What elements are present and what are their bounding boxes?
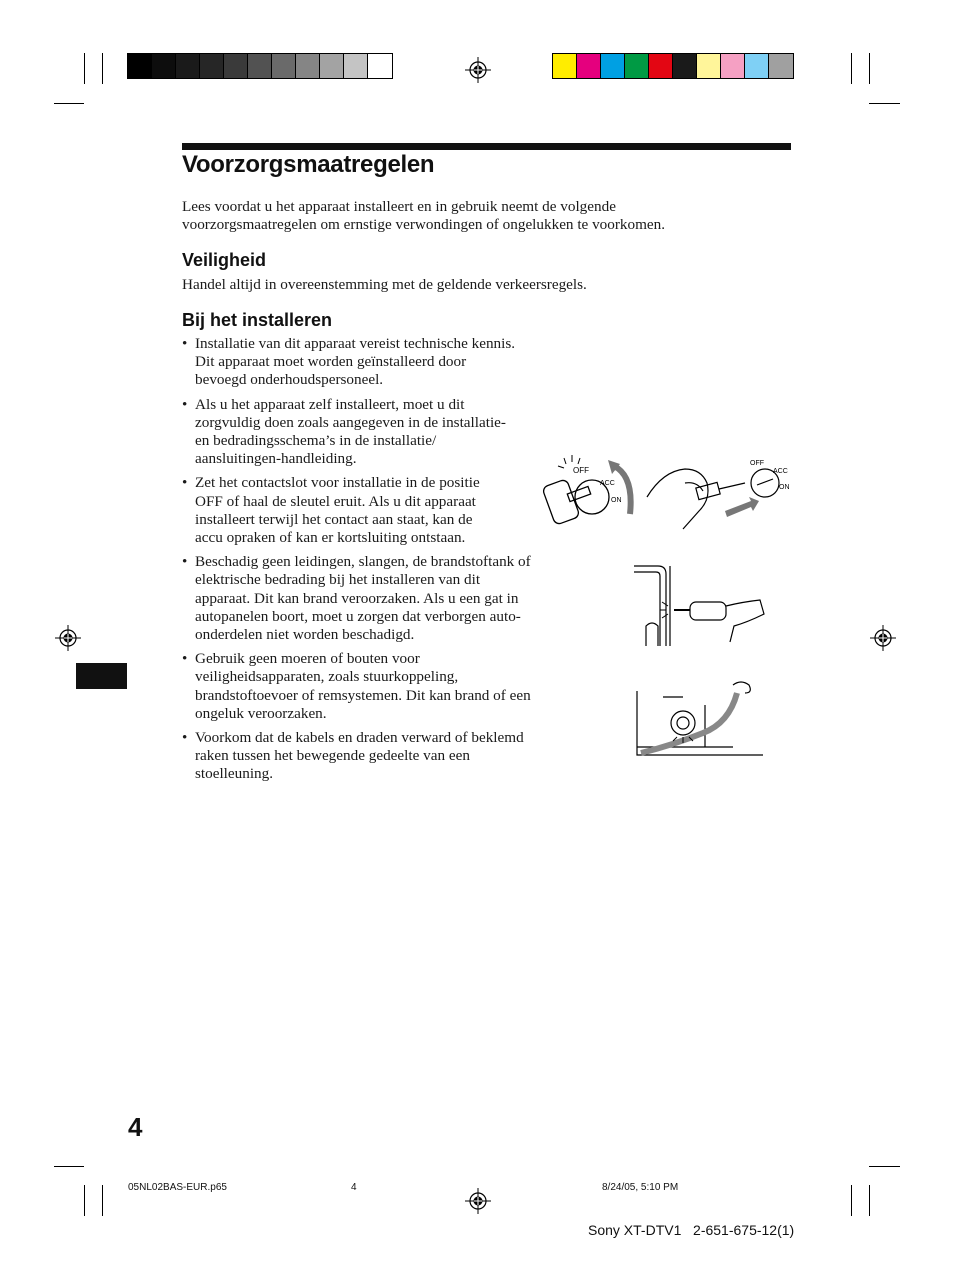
bullet-symbol: • xyxy=(182,335,188,352)
footer-datetime: 8/24/05, 5:10 PM xyxy=(602,1182,679,1193)
title-rule xyxy=(182,143,791,150)
acc-label: ACC xyxy=(600,480,615,487)
bullet-symbol: • xyxy=(182,729,188,747)
color-swatch xyxy=(553,54,577,78)
color-swatch xyxy=(176,54,200,78)
grayscale-bar xyxy=(127,53,393,79)
bolt-cable-illustration xyxy=(633,675,763,760)
page-number: 4 xyxy=(128,1112,143,1142)
install-bullet-item xyxy=(182,553,602,644)
color-swatch xyxy=(697,54,721,78)
color-swatch xyxy=(649,54,673,78)
bullet-line: OFF of haal de sleutel eruit. Als u dit apparaat xyxy=(195,492,476,510)
bullet-line: aansluitingen-handleiding. xyxy=(195,450,357,468)
bullet-line: accu opraken of kan er kortsluiting ontstaan. xyxy=(195,529,466,547)
key-removal-illustration xyxy=(645,455,795,535)
bullet-symbol: • xyxy=(182,395,188,413)
bullet-line: Installatie van dit apparaat vereist technische kennis. xyxy=(195,335,516,352)
on-label: ON xyxy=(611,497,622,504)
registration-mark-icon xyxy=(465,57,491,83)
color-swatch xyxy=(152,54,176,78)
bullet-line: bevoegd onderhoudspersoneel. xyxy=(195,371,384,389)
footer-product-code: Sony XT-DTV1 2-651-675-12(1) xyxy=(588,1222,795,1238)
bullet-line: installeert terwijl het contact aan staat, kan de xyxy=(195,510,473,528)
bullet-line: ongeluk veroorzaken. xyxy=(195,704,327,722)
bullet-line: en bedradingsschema’s in de installatie/ xyxy=(195,432,437,450)
section-heading-install: Bij het installeren xyxy=(182,310,333,330)
bullet-line: Voorkom dat de kabels en draden verward of beklemd xyxy=(195,729,524,747)
color-swatch xyxy=(200,54,224,78)
bullet-line: autopanelen boort, moet u zorgen dat verborgen auto- xyxy=(195,607,521,625)
install-bullet-item xyxy=(182,729,602,784)
footer-page: 4 xyxy=(351,1182,357,1193)
bullet-symbol: • xyxy=(182,650,188,668)
off-label: OFF xyxy=(573,466,589,475)
bullet-symbol: • xyxy=(182,553,188,571)
color-swatch xyxy=(745,54,769,78)
color-swatch xyxy=(577,54,601,78)
drilling-illustration xyxy=(630,562,770,647)
bullet-line: stoelleuning. xyxy=(195,765,274,783)
color-swatch xyxy=(601,54,625,78)
registration-mark-icon xyxy=(465,1188,491,1214)
color-swatch xyxy=(296,54,320,78)
color-bar xyxy=(552,53,794,79)
color-swatch xyxy=(673,54,697,78)
color-swatch xyxy=(721,54,745,78)
acc-label-small: ACC xyxy=(773,468,788,475)
bullet-line: zorgvuldig doen zoals aangegeven in de installatie- xyxy=(195,413,506,431)
safety-text: Handel altijd in overeenstemming met de geldende verkeersregels. xyxy=(182,276,587,293)
off-label-small: OFF xyxy=(750,460,764,467)
bullet-line: onderdelen niet worden beschadigd. xyxy=(195,626,415,644)
registration-mark-icon xyxy=(55,625,81,651)
registration-mark-icon xyxy=(870,625,896,651)
install-bullet-item xyxy=(182,396,602,469)
bullet-symbol: • xyxy=(182,474,188,492)
bullet-line: elektrische bedrading bij het installeren van dit xyxy=(195,571,481,589)
bullet-line: Dit apparaat moet worden geïnstalleerd door xyxy=(195,353,467,371)
intro-line: Lees voordat u het apparaat installeert en in gebruik neemt de volgende xyxy=(182,198,616,215)
color-swatch xyxy=(128,54,152,78)
section-tab-marker xyxy=(76,663,127,689)
on-label-small: ON xyxy=(779,484,790,491)
bullet-line: veiligheidsapparaten, zoals stuurkoppeling, xyxy=(195,668,459,686)
color-swatch xyxy=(320,54,344,78)
color-swatch xyxy=(769,54,793,78)
install-bullet-item xyxy=(182,335,602,390)
color-swatch xyxy=(224,54,248,78)
footer-filename: 05NL02BAS-EUR.p65 xyxy=(128,1182,227,1193)
bullet-line: raken tussen het bewegende gedeelte van een xyxy=(195,747,470,765)
color-swatch xyxy=(272,54,296,78)
color-swatch xyxy=(248,54,272,78)
color-swatch xyxy=(344,54,368,78)
ignition-key-illustration xyxy=(542,452,637,527)
install-bullet-item xyxy=(182,474,602,547)
bullet-line: apparaat. Dit kan brand veroorzaken. Als u een gat in xyxy=(195,589,519,607)
section-heading-safety: Veiligheid xyxy=(182,250,267,270)
intro-paragraph xyxy=(182,198,665,234)
install-bullet-list xyxy=(182,335,602,790)
bullet-line: Zet het contactslot voor installatie in de positie xyxy=(195,474,480,492)
install-bullet-item xyxy=(182,650,602,723)
color-swatch xyxy=(625,54,649,78)
page-title: Voorzorgsmaatregelen xyxy=(182,151,435,178)
bullet-line: Gebruik geen moeren of bouten voor xyxy=(195,650,420,668)
bullet-line: Als u het apparaat zelf installeert, moet u dit xyxy=(195,395,465,413)
bullet-line: brandstoftoevoer of remsystemen. Dit kan brand of een xyxy=(195,686,531,704)
bullet-line: Beschadig geen leidingen, slangen, de brandstoftank of xyxy=(195,553,531,571)
intro-line: voorzorgsmaatregelen om ernstige verwondingen of ongelukken te voorkomen. xyxy=(182,216,666,234)
color-swatch xyxy=(368,54,392,78)
